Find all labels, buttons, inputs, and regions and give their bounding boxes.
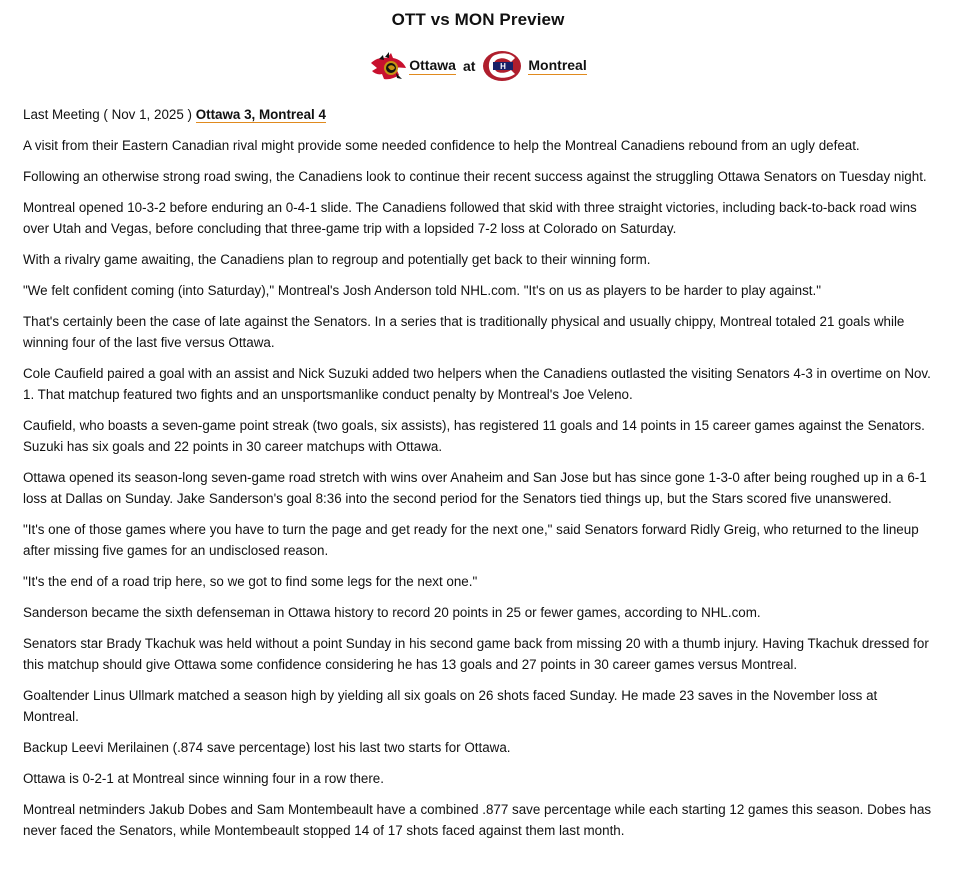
away-team-link[interactable]: Ottawa [409,57,456,73]
article-paragraph: "We felt confident coming (into Saturday)," Montreal's Josh Anderson told NHL.com. "It's on us as players to be harder to play against." [23,283,821,298]
article-paragraph: Senators star Brady Tkachuk was held without a point Sunday in his second game back from missing 20 with a thumb injury. Having Tkachuk dressed for this matchup should give Ottawa some confidence considering he has 13 goals and 27 points in 30 career games versus Montreal. [23,636,929,672]
article-paragraph: "It's one of those games where you have to turn the page and get ready for the next one," said Senators forward Ridly Greig, who returned to the lineup after missing five games for an undisclosed reason. [23,522,919,558]
article-paragraph: Ottawa opened its season-long seven-game road stretch with wins over Anaheim and San Jose but has since gone 1-3-0 after being roughed up in a 6-1 loss at Dallas on Sunday. Jake Sanderson's goal 8:36 into the second period for the Senators tied things up, but the Stars scored five unanswered. [23,470,927,506]
article-paragraph: That's certainly been the case of late against the Senators. In a series that is traditionally physical and usually chippy, Montreal totaled 21 goals while winning four of the last five versus Ottawa. [23,314,905,350]
last-meeting-label: Last Meeting ( Nov 1, 2025 ) [23,107,192,122]
article-paragraph: "It's the end of a road trip here, so we got to find some legs for the next one." [23,574,478,589]
article-paragraph: Goaltender Linus Ullmark matched a season high by yielding all six goals on 26 shots faced Sunday. He made 23 saves in the November loss at Montreal. [23,688,878,724]
article-body [23,104,933,841]
last-meeting-line [23,104,933,125]
home-team-link[interactable]: Montreal [528,57,587,73]
matchup-header [23,48,933,84]
article-paragraph: With a rivalry game awaiting, the Canadiens plan to regroup and potentially get back to their winning form. [23,252,651,267]
senators-logo-icon [369,49,409,83]
last-meeting-score-link[interactable]: Ottawa 3, Montreal 4 [195,107,326,122]
svg-text:H: H [500,62,507,71]
article-paragraph: Backup Leevi Merilainen (.874 save percentage) lost his last two starts for Ottawa. [23,740,511,755]
article-paragraph: Cole Caufield paired a goal with an assist and Nick Suzuki added two helpers when the Canadiens outlasted the visiting Senators 4-3 in overtime on Nov. 1. That matchup featured two fights and an unsportsmanlike conduct penalty by Montreal's Joe Veleno. [23,366,931,402]
article-paragraph: Sanderson became the sixth defenseman in Ottawa history to record 20 points in 25 or fewer games, according to NHL.com. [23,605,761,620]
canadiens-logo-icon [482,49,522,83]
article-paragraph: Caufield, who boasts a seven-game point streak (two goals, six assists), has registered 11 goals and 14 points in 15 career games against the Senators. Suzuki has six goals and 22 points in 30 career matchups with Ottawa. [23,418,925,454]
article-paragraph: Montreal opened 10-3-2 before enduring an 0-4-1 slide. The Canadiens followed that skid with three straight victories, including back-to-back road wins over Utah and Vegas, before concluding that three-game trip with a lopsided 7-2 loss at Colorado on Saturday. [23,200,917,236]
article-paragraph: A visit from their Eastern Canadian rival might provide some needed confidence to help the Montreal Canadiens rebound from an ugly defeat. [23,138,860,153]
article-paragraph: Ottawa is 0-2-1 at Montreal since winning four in a row there. [23,771,384,786]
at-label: at [462,58,476,74]
page-title: OTT vs MON Preview [391,10,565,29]
article-paragraph: Following an otherwise strong road swing, the Canadiens look to continue their recent success against the struggling Ottawa Senators on Tuesday night. [23,169,927,184]
article-paragraph: Montreal netminders Jakub Dobes and Sam Montembeault have a combined .877 save percentage while each starting 12 games this season. Dobes has never faced the Senators, while Montembeault stopped 14 of 17 shots faced against them last month. [23,802,932,838]
